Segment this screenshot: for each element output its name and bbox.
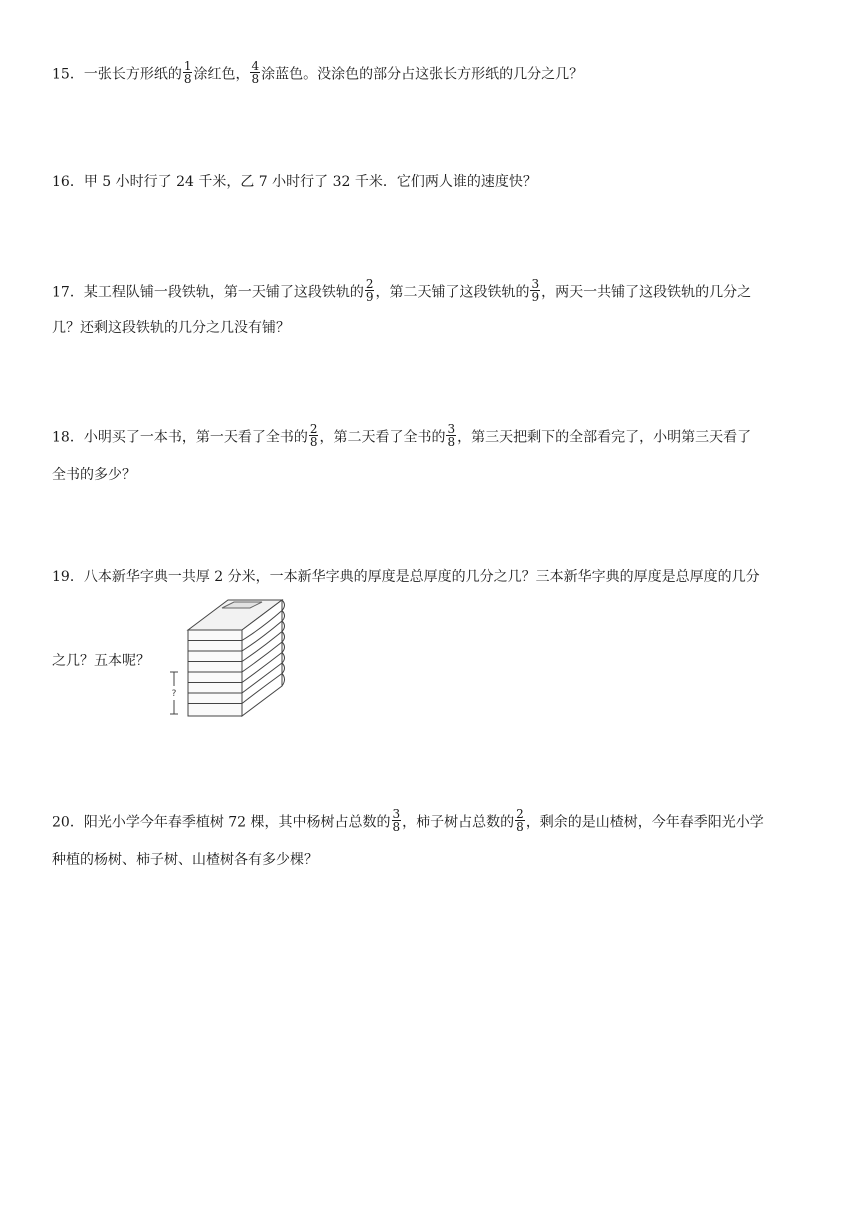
- question-text: 涂红色，: [193, 66, 250, 83]
- fraction: [530, 278, 540, 303]
- fraction-numerator: 2: [365, 277, 374, 291]
- question-17-line-2: 几？还剩这段铁轨的几分之几没有铺？: [52, 320, 290, 336]
- fraction-numerator: 4: [251, 59, 260, 73]
- question-19-line-2: 之几？五本呢？: [52, 653, 150, 669]
- question-text: ，柿子树占总数的: [402, 814, 515, 831]
- fraction-numerator: 2: [516, 807, 524, 821]
- fraction-denominator: 9: [531, 290, 540, 304]
- question-18-line-2: 全书的多少？: [52, 467, 136, 483]
- fraction-numerator: 2: [309, 422, 318, 436]
- fraction-denominator: 9: [365, 290, 374, 304]
- question-15-line-1: [52, 59, 584, 87]
- fraction: [446, 423, 456, 448]
- fraction-denominator: 8: [309, 435, 318, 449]
- fraction-numerator: 3: [531, 277, 540, 291]
- fraction-denominator: 8: [251, 72, 260, 86]
- question-text: ，剩余的是山楂树，今年春季阳光小学: [525, 814, 764, 831]
- question-19-line-1: 19．八本新华字典一共厚 2 分米，一本新华字典的厚度是总厚度的几分之几？三本新华字典的厚度是总厚度的几分: [52, 569, 760, 585]
- question-text: 一张长方形纸的: [83, 66, 182, 83]
- fraction-denominator: 8: [516, 820, 524, 834]
- question-text: ，第二天看了全书的: [319, 429, 446, 446]
- fraction-denominator: 8: [183, 72, 192, 86]
- fraction: [183, 60, 193, 85]
- question-number: 15．: [52, 66, 84, 83]
- fraction-denominator: 8: [392, 820, 401, 834]
- question-16-line-1: 16．甲 5 小时行了 24 千米，乙 7 小时行了 32 千米．它们两人谁的速度快？: [52, 174, 537, 190]
- fraction: [309, 423, 319, 448]
- question-18-line-1: [52, 422, 752, 450]
- question-text: 涂蓝色。没涂色的部分占这张长方形纸的几分之几？: [261, 66, 584, 83]
- bracket-question-mark: ?: [171, 689, 177, 699]
- fraction-numerator: 3: [392, 807, 401, 821]
- fraction: [250, 60, 260, 85]
- question-text: ，第三天把剩下的全部看完了，小明第三天看了: [457, 429, 752, 446]
- question-text: 17．某工程队铺一段铁轨，第一天铺了这段铁轨的: [52, 284, 364, 301]
- fraction: [365, 278, 375, 303]
- question-text: 18．小明买了一本书，第一天看了全书的: [52, 429, 308, 446]
- question-20-line-1: [52, 807, 764, 835]
- fraction: [515, 808, 525, 833]
- question-text: 20．阳光小学今年春季植树 72 棵，其中杨树占总数的: [52, 814, 391, 831]
- question-text: ，第二天铺了这段铁轨的: [375, 284, 530, 301]
- question-text: ，两天一共铺了这段铁轨的几分之: [541, 284, 752, 301]
- fraction-numerator: 3: [447, 422, 456, 436]
- question-17-line-1: [52, 277, 752, 305]
- question-20-line-2: 种植的杨树、柿子树、山楂树各有多少棵？: [52, 852, 318, 868]
- dictionary-stack-illustration: [160, 596, 290, 726]
- fraction-numerator: 1: [183, 59, 192, 73]
- fraction-denominator: 8: [447, 435, 456, 449]
- fraction: [392, 808, 402, 833]
